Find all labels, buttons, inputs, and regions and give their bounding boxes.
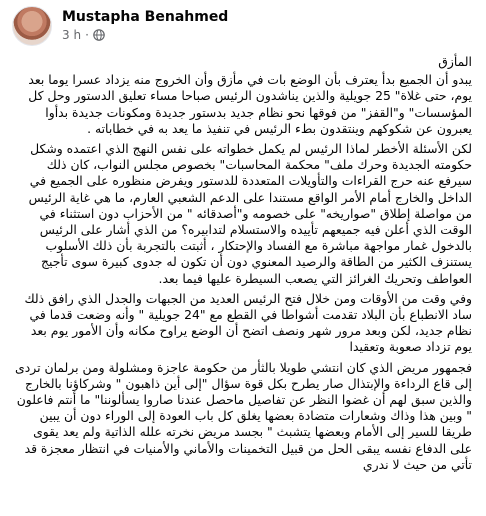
post-paragraph: فجمهور مريض الذي كان انتشي طويلا بالثأر من حكومة عاجزة ومشلولة ومن برلمان تردى إلى قاع الرداءة والإبتذال صار يطرح بكل قوة سؤال "إلى أين ذاهبون " وشركاؤنا بالخارج والذين سبق لهم أن غضوا النظر عن تفاصيل ماحصل عندنا صاروا يسألوننا" ما أنتم فاعلون " وبين هذا وذاك وشعارات متضادة بعضها يغلق كل باب العودة إلى الوراء دون أن يبين طريقا للسير إلى الأمام وبعضها يتشبث " بجسد مريض نخرته علله الذاتية ولم يعد يقوى على الدفاع نفسه يبقى الحل من قبيل التخمينات والأماني والأمنيات في انتظار معجزة قد تأتي من حيث لا ندري <box>15 359 472 472</box>
post-header <box>12 6 228 46</box>
post-meta <box>62 6 228 43</box>
post-paragraph: وفي وقت من الأوقات ومن خلال فتح الرئيس العديد من الجبهات والجدل الذي رافق ذلك ساد الانطباع بأن البلاد تقدمت أشواطا في القطع مع "24 جويلية " وأنه وضعت قدما في نظام جديد، لكن وبعد مرور شهر ونصف اتضح أن الوضع يراوح مكانه وأن الأمور يوم بعد يوم تزداد صعوبة وتعقيدا <box>24 290 472 355</box>
post-paragraph: لكن الأسئلة الأخطر لماذا الرئيس لم يكمل خطواته على نفس النهج الذي اعتمده وشكل حكومته الجديدة وحرك ملف" محكمة المحاسبات" بخصوص مجلس النواب، كان ذلك سيرفع عنه حرج القراءات والتأويلات المتعددة للدستور ويفرض منظوره على الجميع في الداخل والخارج أمام الأمر الواقع مستندا على الدعم الشعبي العارم، ما هي غاية الرئيس من مواصلة إطلاق "صواريخه" على خصومه و"أصدقائه " من الأحزاب دون استثناء في الوقت الذي أعلن فيه جميعهم تأييده والاستسلام لتدابيره؟ من الذي أشار على الرئيس بالدخول غمار مواجهة مباشرة مع الفساد والإحتكار ، أثبتت بالتجربة بأن ذلك الأسلوب يستنزف الكثير من الطاقة والرصيد المعنوي دون أن تكون له جدوى كبيرة سوى تأجيج العواطف وتحريك الغرائز التي يصعب السيطرة عليها فيما بعد. <box>28 141 472 286</box>
post-title: المأزق <box>438 54 472 69</box>
author-avatar[interactable] <box>12 6 52 46</box>
author-name[interactable]: Mustapha Benahmed <box>62 9 229 25</box>
post-body <box>12 54 472 477</box>
post-submeta <box>62 27 228 43</box>
meta-separator: · <box>85 28 89 42</box>
post-timestamp[interactable]: 3 h <box>62 28 82 42</box>
globe-icon <box>93 29 105 41</box>
post-paragraph: يبدو أن الجميع بدأ يعترف بأن الوضع بات في مأزق وأن الخروج منه يزداد عسرا يوما بعد يوم، حتى غلاة" 25 جويلية والذين يناشدون الرئيس صباحا مساء تعليق الدستور وحل كل المؤسسات" و"القفز" من فوقها نحو نظام جديد بدستور جديدة ومكونات جديدة بدأوا يعبرون عن شكوكهم وينتقدون بطء الرئيس في تنفيذ ما يعد به في خطاباته . <box>28 72 472 136</box>
